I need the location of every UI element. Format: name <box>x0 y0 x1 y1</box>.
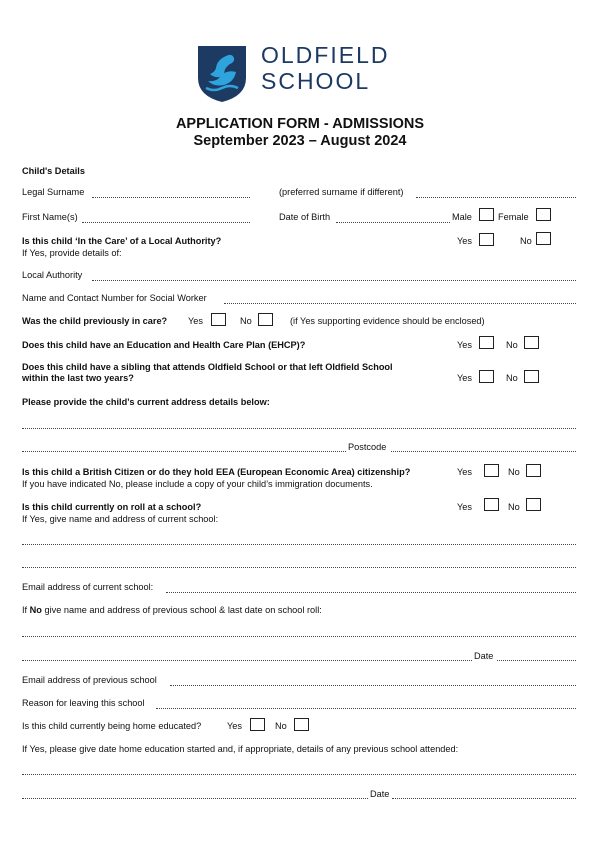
in-care-subtext: If Yes, provide details of: <box>22 248 122 258</box>
in-care-no-label: No <box>520 236 532 246</box>
in-care-no-checkbox[interactable] <box>536 232 551 245</box>
current-school-line-2[interactable] <box>22 567 576 568</box>
form-title: APPLICATION FORM - ADMISSIONS <box>175 116 425 132</box>
first-names-label: First Name(s) <box>22 212 78 222</box>
local-authority-field[interactable] <box>92 280 576 281</box>
home-ed-start-label: If Yes, please give date home education started and, if appropriate, details of any previous school attended: <box>22 744 459 754</box>
sibling-yes-label: Yes <box>457 373 472 383</box>
female-checkbox[interactable] <box>536 208 551 221</box>
home-ed-yes-label: Yes <box>227 721 242 731</box>
sibling-question-line1: Does this child have a sibling that attends Oldfield School or that left Oldfield School <box>22 362 393 372</box>
sibling-no-checkbox[interactable] <box>524 370 539 383</box>
home-ed-no-checkbox[interactable] <box>294 718 309 731</box>
sibling-no-label: No <box>506 373 518 383</box>
ehcp-no-checkbox[interactable] <box>524 336 539 349</box>
previous-school-line-2[interactable] <box>22 660 472 661</box>
email-previous-label: Email address of previous school <box>22 675 157 685</box>
ehcp-no-label: No <box>506 340 518 350</box>
school-name-line2: SCHOOL <box>261 68 371 94</box>
roll-no-label: No <box>508 502 520 512</box>
home-ed-line-2[interactable] <box>22 798 368 799</box>
section-title: Child's Details <box>22 166 85 176</box>
male-label: Male <box>452 212 472 222</box>
form-subtitle: September 2023 – August 2024 <box>193 133 407 149</box>
roll-subtext: If Yes, give name and address of current school: <box>22 514 219 524</box>
address-heading: Please provide the child’s current address details below: <box>22 397 270 407</box>
preferred-surname-field[interactable] <box>416 197 576 198</box>
ehcp-question: Does this child have an Education and Health Care Plan (EHCP)? <box>22 340 306 350</box>
in-care-yes-checkbox[interactable] <box>479 233 494 246</box>
social-worker-label: Name and Contact Number for Social Worker <box>22 293 207 303</box>
prev-care-no-checkbox[interactable] <box>258 313 273 326</box>
current-school-line-1[interactable] <box>22 544 576 545</box>
male-checkbox[interactable] <box>479 208 494 221</box>
address-line-2[interactable] <box>22 451 346 452</box>
legal-surname-field[interactable] <box>92 197 250 198</box>
prev-care-no-label: No <box>240 316 252 326</box>
home-ed-question: Is this child currently being home educated? <box>22 721 202 731</box>
school-name-line1: OLDFIELD <box>261 42 390 68</box>
roll-yes-checkbox[interactable] <box>484 498 499 511</box>
preferred-surname-label: (preferred surname if different) <box>279 187 404 197</box>
prev-care-yes-checkbox[interactable] <box>211 313 226 326</box>
address-line-1[interactable] <box>22 428 576 429</box>
sibling-yes-checkbox[interactable] <box>479 370 494 383</box>
home-ed-line-1[interactable] <box>22 774 576 775</box>
reason-leaving-field[interactable] <box>156 708 576 709</box>
prev-care-yes-label: Yes <box>188 316 203 326</box>
citizen-subtext: If you have indicated No, please include a copy of your child’s immigration documents. <box>22 479 373 489</box>
dob-label: Date of Birth <box>279 212 331 222</box>
email-current-label: Email address of current school: <box>22 582 154 592</box>
legal-surname-label: Legal Surname <box>22 187 85 197</box>
in-care-question: Is this child ‘In the Care’ of a Local Authority? <box>22 236 222 246</box>
roll-question: Is this child currently on roll at a school? <box>22 502 202 512</box>
if-no-prefix: If <box>22 605 30 615</box>
sibling-question-line2: within the last two years? <box>22 373 134 383</box>
postcode-field[interactable] <box>391 451 576 452</box>
reason-leaving-label: Reason for leaving this school <box>22 698 145 708</box>
if-no-bold: No <box>29 605 42 615</box>
email-previous-field[interactable] <box>170 685 576 686</box>
citizen-no-checkbox[interactable] <box>526 464 541 477</box>
local-authority-label: Local Authority <box>22 270 83 280</box>
citizen-no-label: No <box>508 467 520 477</box>
previous-school-date-label: Date <box>474 651 494 661</box>
female-label: Female <box>498 212 529 222</box>
home-ed-date-field[interactable] <box>392 798 576 799</box>
citizen-question: Is this child a British Citizen or do they hold EEA (European Economic Area) citizenship? <box>22 467 411 477</box>
first-names-field[interactable] <box>82 222 250 223</box>
citizen-yes-checkbox[interactable] <box>484 464 499 477</box>
swan-shield-icon <box>196 44 248 104</box>
citizen-yes-label: Yes <box>457 467 472 477</box>
home-ed-yes-checkbox[interactable] <box>250 718 265 731</box>
ehcp-yes-label: Yes <box>457 340 472 350</box>
prev-care-note: (if Yes supporting evidence should be enclosed) <box>290 316 485 326</box>
previous-school-line-1[interactable] <box>22 636 576 637</box>
roll-yes-label: Yes <box>457 502 472 512</box>
previous-school-date-field[interactable] <box>497 660 576 661</box>
roll-no-checkbox[interactable] <box>526 498 541 511</box>
postcode-label: Postcode <box>348 442 387 452</box>
dob-field[interactable] <box>336 222 450 223</box>
ehcp-yes-checkbox[interactable] <box>479 336 494 349</box>
in-care-yes-label: Yes <box>457 236 472 246</box>
home-ed-no-label: No <box>275 721 287 731</box>
previous-school-instruction <box>22 605 322 615</box>
home-ed-date-label: Date <box>370 789 390 799</box>
social-worker-field[interactable] <box>224 303 576 304</box>
if-no-rest: give name and address of previous school & last date on school roll: <box>41 605 322 615</box>
prev-care-question: Was the child previously in care? <box>22 316 168 326</box>
email-current-field[interactable] <box>166 592 576 593</box>
